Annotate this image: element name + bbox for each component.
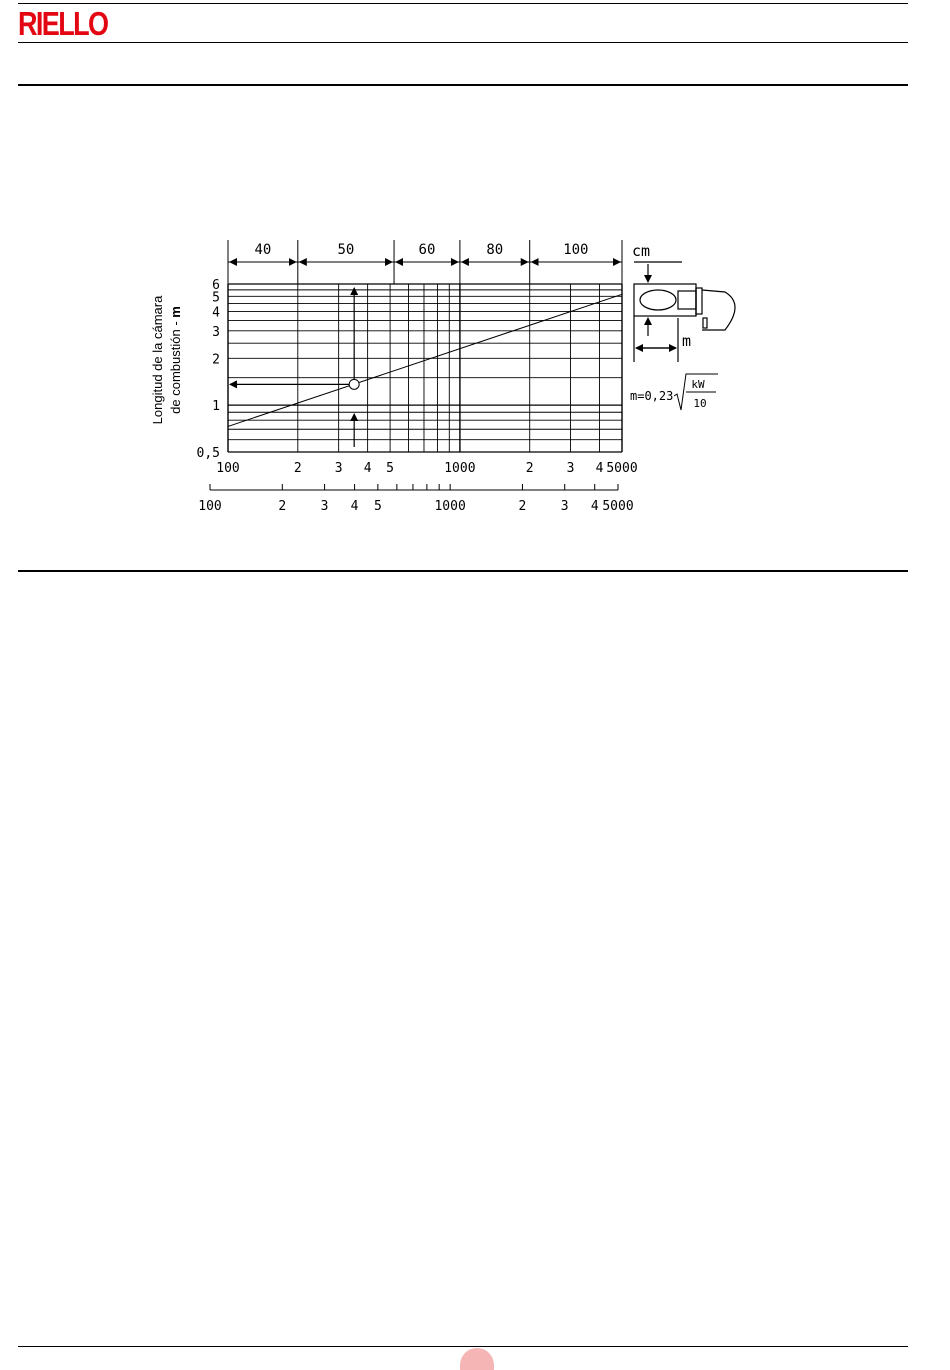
x-tick-label: 5	[386, 461, 395, 476]
header-bottom-rule	[18, 42, 908, 43]
example-point	[349, 379, 359, 389]
page-number-badge	[460, 1348, 494, 1370]
secondary-x-tick-label: 3	[560, 499, 569, 514]
footer-rule	[18, 1346, 908, 1347]
secondary-x-tick-label: 100	[198, 499, 222, 514]
x-tick-label: 4	[595, 461, 604, 476]
secondary-x-tick-label: 5000	[602, 499, 634, 514]
x-tick-label: 2	[293, 461, 302, 476]
x-tick-label: 3	[566, 461, 575, 476]
formula-denominator: 10	[693, 397, 707, 410]
x-tick-label: 3	[334, 461, 343, 476]
x-tick-label: 1000	[444, 461, 476, 476]
chart-svg	[140, 230, 760, 520]
x-tick-label: 100	[216, 461, 240, 476]
y-tick-label: 6	[212, 278, 220, 293]
section-bottom-rule	[18, 570, 908, 572]
secondary-x-tick-label: 2	[518, 499, 527, 514]
sizing-line	[228, 294, 622, 426]
y-axis-label-line1: Longitud de la cámara	[150, 295, 165, 425]
formula-numerator: kW	[691, 378, 705, 391]
y-axis-unit: m	[168, 306, 183, 318]
secondary-x-tick-label: 1000	[434, 499, 466, 514]
diagram-label-m: m	[682, 332, 692, 350]
y-tick-label: 1	[212, 399, 220, 415]
y-tick-label: 0,5	[196, 446, 220, 461]
top-scale-label: 40	[254, 242, 272, 258]
y-tick-label: 2	[212, 352, 220, 368]
secondary-x-tick-label: 3	[320, 499, 329, 514]
y-tick-label: 5	[212, 290, 220, 306]
secondary-x-tick-label: 4	[350, 499, 359, 514]
header-top-rule	[18, 3, 908, 4]
y-axis-label-line2-text: de combustión -	[168, 317, 183, 414]
top-scale-label: 50	[337, 242, 355, 258]
y-tick-label: 4	[212, 305, 220, 321]
y-tick-label: 3	[212, 324, 220, 340]
x-tick-label: 2	[525, 461, 534, 476]
section-top-rule	[18, 84, 908, 86]
x-tick-label: 5000	[606, 461, 638, 476]
combustion-chamber-chart	[140, 230, 760, 520]
secondary-x-tick-label: 2	[278, 499, 287, 514]
secondary-x-tick-label: 4	[590, 499, 599, 514]
secondary-x-tick-label: 5	[373, 499, 382, 514]
x-tick-label: 4	[363, 461, 372, 476]
formula-prefix: m=0,23	[630, 389, 674, 403]
formula	[630, 374, 718, 410]
top-scale-label: 60	[418, 242, 436, 258]
top-scale-label: 80	[486, 242, 504, 258]
brand-logo: RIELLO	[18, 5, 108, 42]
top-scale-label: 100	[563, 242, 589, 258]
top-scale-unit: cm	[632, 242, 651, 260]
y-axis-label-line2	[168, 306, 183, 414]
